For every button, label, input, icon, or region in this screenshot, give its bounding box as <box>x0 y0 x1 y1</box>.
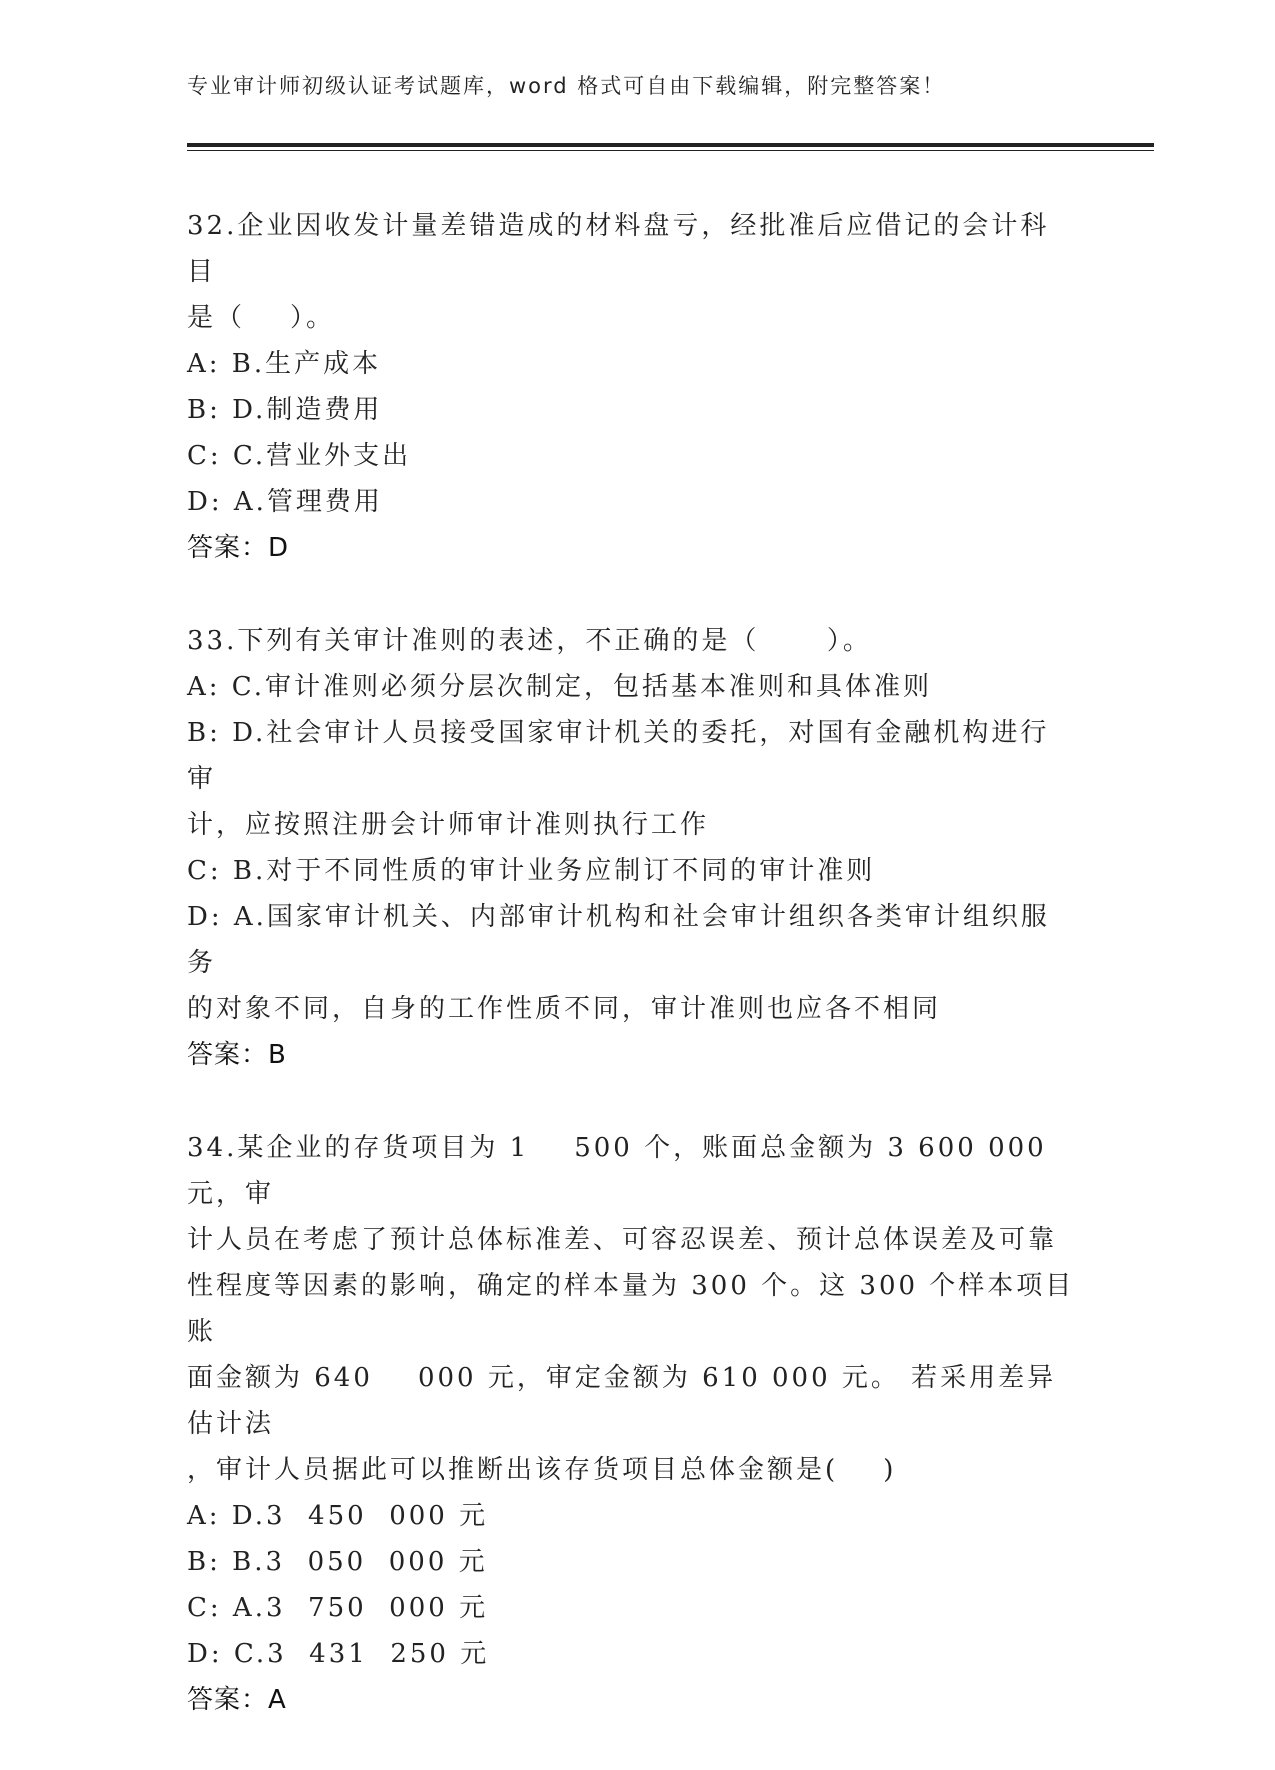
option-b: B: D.制造费用 <box>187 395 383 425</box>
header-rule-thick <box>187 143 1154 147</box>
option-b: B: D.社会审计人员接受国家审计机关的委托，对国有金融机构进行审 <box>187 718 1050 794</box>
option-b-continuation: 计，应按照注册会计师审计准则执行工作 <box>187 810 710 840</box>
answer-label: 答案：D <box>187 533 290 563</box>
option-d: D: C.3 431 250 元 <box>187 1639 490 1669</box>
question-33 <box>187 618 1077 1078</box>
question-stem-line: ，审计人员据此可以推断出该存货项目总体金额是( ) <box>187 1455 897 1485</box>
option-a: A: D.3 450 000 元 <box>187 1501 489 1531</box>
page-header: 专业审计师初级认证考试题库，word 格式可自由下载编辑，附完整答案！ <box>187 74 946 98</box>
question-stem-line: 32.企业因收发计量差错造成的材料盘亏，经批准后应借记的会计科目 <box>187 211 1050 287</box>
header-rule-thin <box>187 150 1154 151</box>
question-stem-line: 33.下列有关审计准则的表述，不正确的是（ ）。 <box>187 626 872 656</box>
question-list <box>187 203 1077 1770</box>
question-stem-line: 计人员在考虑了预计总体标准差、可容忍误差、预计总体误差及可靠 <box>187 1225 1058 1255</box>
question-32 <box>187 203 1077 571</box>
option-a: A: B.生产成本 <box>187 349 382 379</box>
option-c: C: A.3 750 000 元 <box>187 1593 489 1623</box>
question-stem-line: 是（ ）。 <box>187 303 336 333</box>
answer-label: 答案：B <box>187 1040 287 1070</box>
question-stem-line: 面金额为 640 000 元，审定金额为 610 000 元。 若采用差异估计法 <box>187 1363 1057 1439</box>
option-d-continuation: 的对象不同，自身的工作性质不同，审计准则也应各不相同 <box>187 994 942 1024</box>
option-c: C: B.对于不同性质的审计业务应制订不同的审计准则 <box>187 856 876 886</box>
question-stem-line: 34.某企业的存货项目为 1 500 个，账面总金额为 3 600 000 元，审 <box>187 1133 1058 1209</box>
option-c: C: C.营业外支出 <box>187 441 412 471</box>
option-b: B: B.3 050 000 元 <box>187 1547 488 1577</box>
option-a: A: C.审计准则必须分层次制定，包括基本准则和具体准则 <box>187 672 933 702</box>
question-34 <box>187 1125 1077 1723</box>
question-stem-line: 性程度等因素的影响，确定的样本量为 300 个。这 300 个样本项目账 <box>187 1271 1075 1347</box>
option-d: D: A.国家审计机关、内部审计机构和社会审计组织各类审计组织服务 <box>187 902 1050 978</box>
option-d: D: A.管理费用 <box>187 487 383 517</box>
answer-label: 答案：A <box>187 1685 287 1715</box>
